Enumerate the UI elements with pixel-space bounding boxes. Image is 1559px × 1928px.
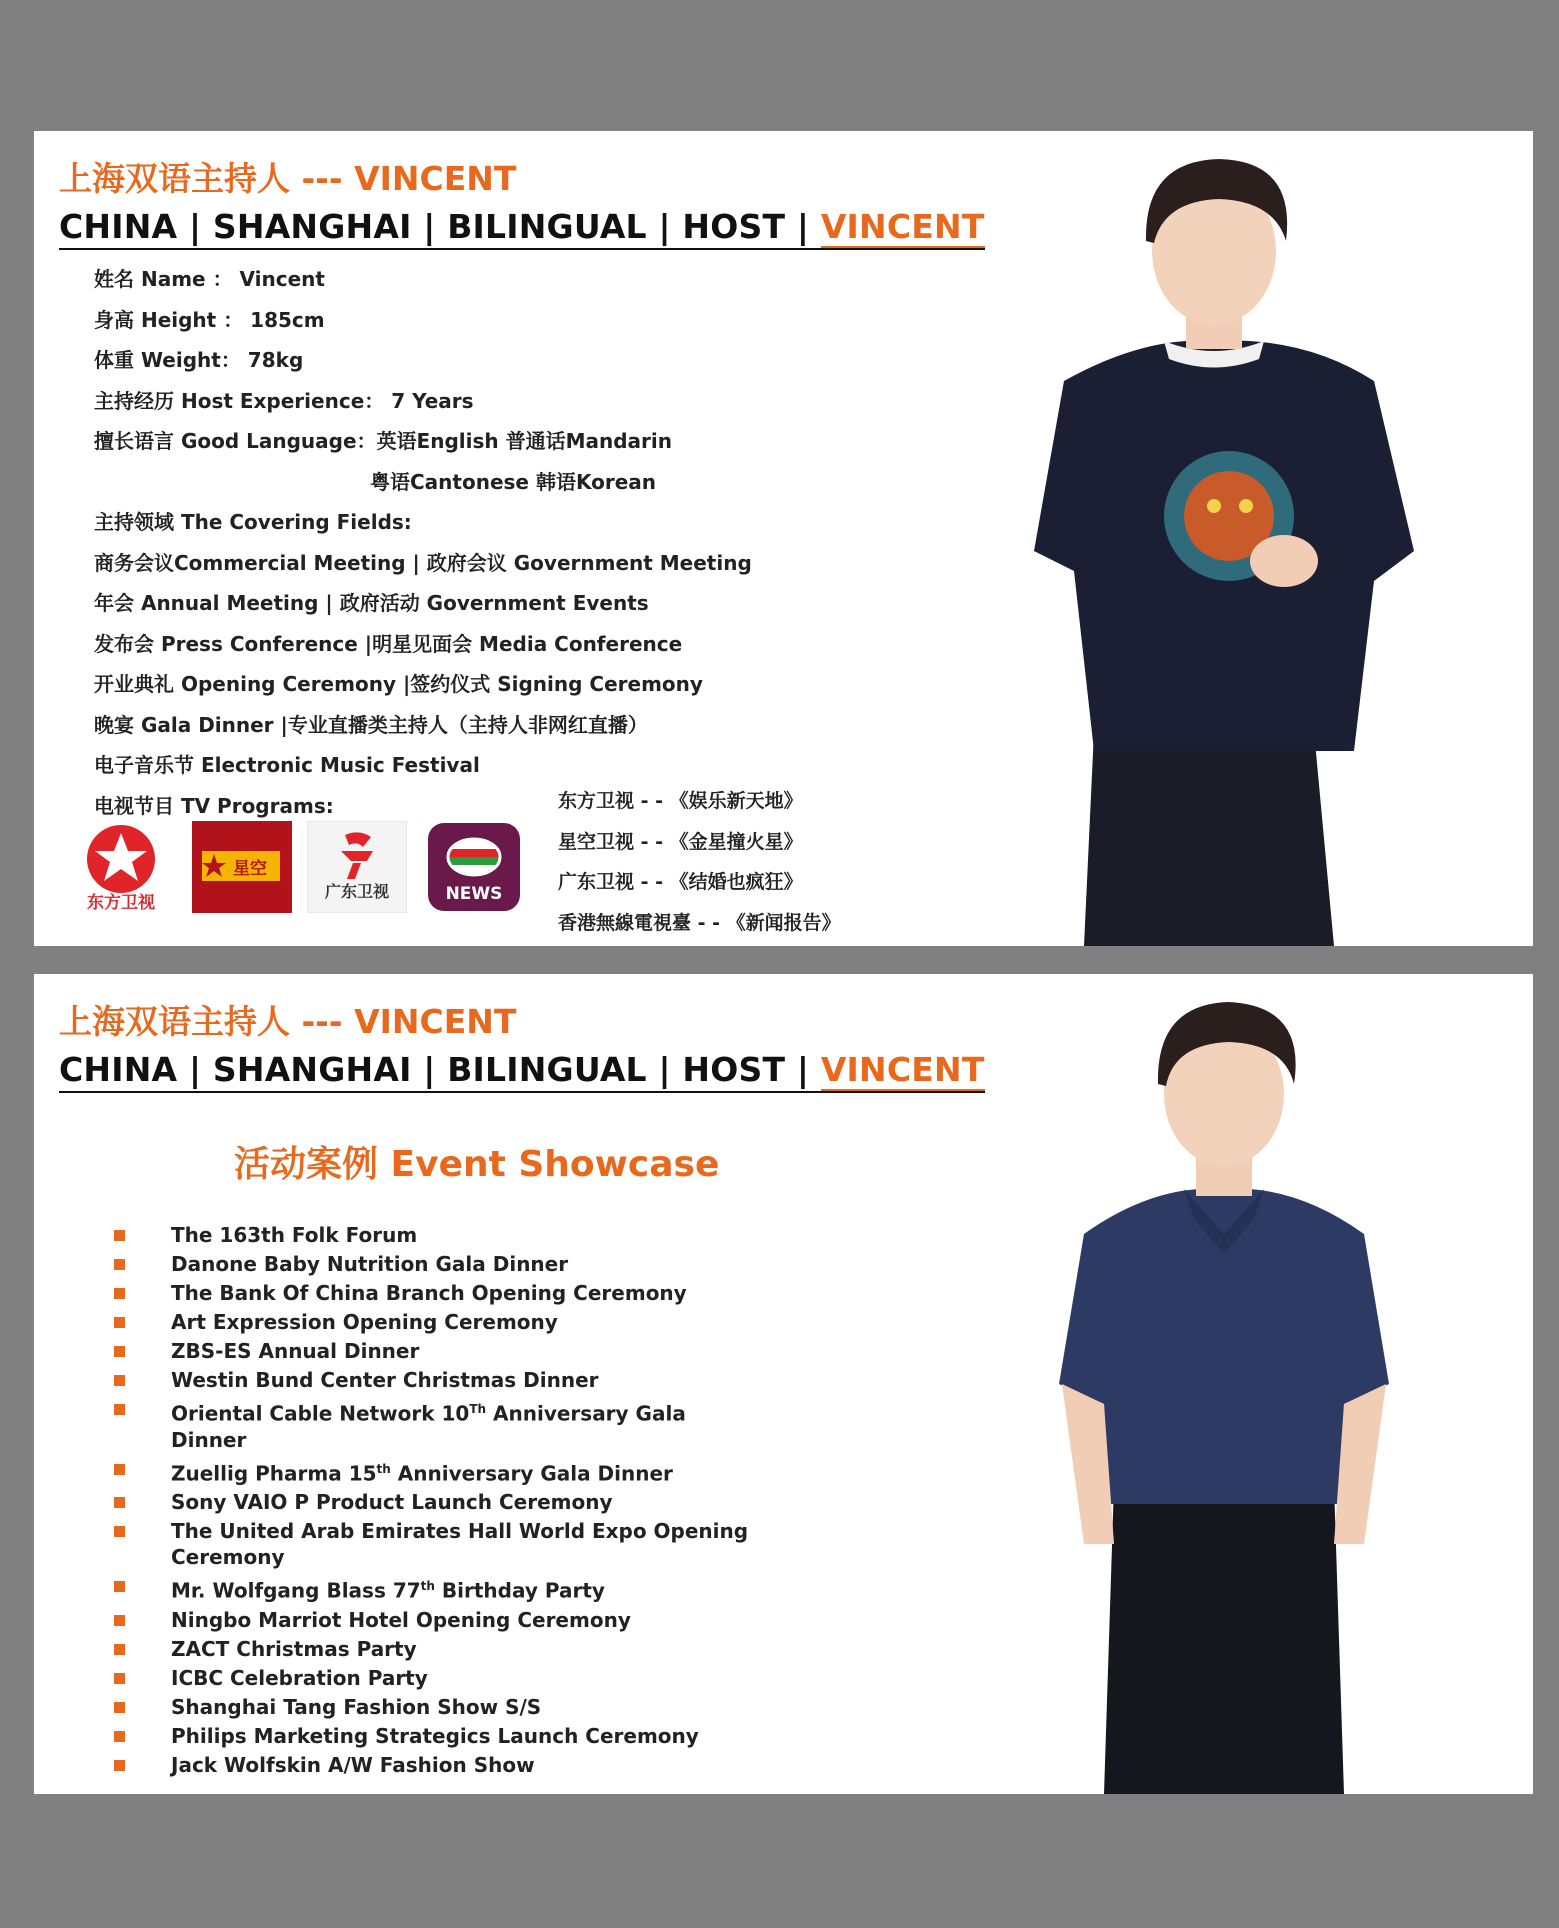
tvb-news-logo	[424, 821, 524, 913]
star-tv-logo-text: 星空	[233, 859, 267, 879]
field-item: 晚宴 Gala Dinner |专业直播类主持人（主持人非网红直播）	[94, 712, 648, 737]
tvb-logo-text: NEWS	[445, 884, 503, 904]
event-text: ZBS-ES Annual Dinner	[171, 1339, 420, 1363]
tv-program-item: 星空卫视 - - 《金星撞火星》	[558, 830, 803, 853]
dragon-tv-logo	[79, 821, 179, 913]
showcase-title: 活动案例 Event Showcase	[234, 1144, 720, 1185]
title-english-name: VINCENT	[820, 207, 985, 246]
tv-program-list	[558, 781, 841, 943]
field-item: 发布会 Press Conference |明星见面会 Media Conference	[94, 631, 683, 656]
event-text: Mr. Wolfgang Blass 77	[171, 1578, 421, 1603]
bullet-square-icon	[114, 1404, 125, 1415]
profile-name: 姓名 Name ： Vincent	[94, 267, 325, 291]
event-item	[114, 1280, 754, 1306]
bullet-square-icon	[114, 1375, 125, 1386]
event-text: Anniversary Gala Dinner	[171, 1401, 686, 1452]
bullet-square-icon	[114, 1760, 125, 1771]
field-item: 年会 Annual Meeting | 政府活动 Government Events	[94, 591, 649, 615]
bullet-square-icon	[114, 1464, 125, 1475]
event-text: ZACT Christmas Party	[171, 1636, 417, 1661]
event-item	[114, 1636, 754, 1662]
bullet-square-icon	[114, 1702, 125, 1713]
profile-experience: 主持经历 Host Experience： 7 Years	[94, 388, 474, 413]
dragon-tv-logo-text: 东方卫视	[87, 893, 155, 913]
host-photo-1	[1014, 131, 1444, 946]
bullet-square-icon	[114, 1644, 125, 1655]
field-item: 开业典礼 Opening Ceremony |签约仪式 Signing Ceremony	[94, 672, 703, 696]
tv-program-item: 广东卫视 - - 《结婚也疯狂》	[558, 871, 803, 893]
bullet-square-icon	[114, 1731, 125, 1742]
title-english-prefix: CHINA | SHANGHAI | BILINGUAL | HOST |	[59, 1050, 821, 1089]
bullet-square-icon	[114, 1259, 125, 1270]
event-text: Danone Baby Nutrition Gala Dinner	[171, 1252, 569, 1276]
title-english	[59, 207, 985, 250]
field-item: 电子音乐节 Electronic Music Festival	[94, 753, 480, 777]
profile-language: 擅长语言 Good Language：英语English 普通话Mandarin	[94, 429, 672, 453]
bullet-square-icon	[114, 1497, 125, 1508]
event-list	[114, 1222, 754, 1781]
event-text: The Bank Of China Branch Opening Ceremony	[171, 1281, 687, 1305]
event-text: ICBC Celebration Party	[171, 1665, 428, 1690]
bullet-square-icon	[114, 1673, 125, 1684]
profile-card	[34, 131, 1533, 946]
event-item	[114, 1309, 754, 1335]
event-text: The United Arab Emirates Hall World Expo Opening Ceremony	[171, 1519, 749, 1570]
event-text: Sony VAIO P Product Launch Ceremony	[171, 1490, 613, 1515]
event-text: Anniversary Gala Dinner	[390, 1461, 673, 1486]
bullet-square-icon	[114, 1581, 125, 1592]
title-english-name: VINCENT	[820, 1050, 985, 1089]
bullet-square-icon	[114, 1230, 125, 1241]
event-text: Shanghai Tang Fashion Show S/S	[171, 1694, 542, 1719]
fields-label: 主持领域 The Covering Fields:	[94, 510, 412, 534]
bullet-square-icon	[114, 1346, 125, 1357]
field-item: 商务会议Commercial Meeting | 政府会议 Government Meeting	[94, 550, 752, 575]
event-item	[114, 1723, 754, 1749]
event-text: The 163th Folk Forum	[171, 1223, 418, 1247]
event-item	[114, 1367, 754, 1393]
title-chinese: 上海双语主持人 --- VINCENT	[59, 159, 517, 198]
profile-height: 身高 Height ： 185cm	[94, 307, 325, 332]
event-text: Zuellig Pharma 15	[171, 1461, 377, 1486]
star-tv-logo	[192, 821, 292, 913]
title-english	[59, 1050, 985, 1093]
bullet-square-icon	[114, 1288, 125, 1299]
event-item	[114, 1222, 754, 1248]
event-text: Birthday Party	[434, 1578, 605, 1603]
event-text: Westin Bund Center Christmas Dinner	[171, 1368, 599, 1392]
event-item	[114, 1518, 754, 1570]
event-text: Oriental Cable Network 10	[171, 1401, 470, 1426]
showcase-card	[34, 974, 1533, 1794]
event-text: Art Expression Opening Ceremony	[171, 1310, 558, 1334]
event-text: Jack Wolfskin A/W Fashion Show	[171, 1752, 535, 1777]
event-item	[114, 1338, 754, 1364]
event-item	[114, 1456, 754, 1487]
event-item	[114, 1694, 754, 1720]
host-photo-2	[1044, 984, 1404, 1794]
profile-weight: 体重 Weight： 78kg	[94, 348, 304, 372]
event-item	[114, 1573, 754, 1604]
event-ordinal-suffix: th	[376, 1461, 391, 1476]
profile-info	[94, 259, 752, 826]
event-item	[114, 1665, 754, 1691]
title-english-prefix: CHINA | SHANGHAI | BILINGUAL | HOST |	[59, 207, 821, 246]
guangdong-tv-logo	[307, 821, 407, 913]
bullet-square-icon	[114, 1615, 125, 1626]
event-ordinal-suffix: Th	[469, 1402, 487, 1416]
title-chinese: 上海双语主持人 --- VINCENT	[59, 1002, 517, 1041]
event-item	[114, 1396, 754, 1453]
event-ordinal-suffix: th	[420, 1579, 435, 1594]
event-item	[114, 1752, 754, 1778]
event-text: Ningbo Marriot Hotel Opening Ceremony	[171, 1607, 631, 1632]
event-item	[114, 1607, 754, 1633]
event-item	[114, 1489, 754, 1515]
tv-programs-label: 电视节目 TV Programs:	[94, 793, 334, 818]
tv-program-item: 香港無線電視臺 - - 《新闻报告》	[558, 911, 841, 934]
profile-language-2: 粤语Cantonese 韩语Korean	[370, 469, 656, 494]
event-text: Philips Marketing Strategics Launch Ceremony	[171, 1723, 699, 1748]
guangdong-tv-logo-text: 广东卫视	[324, 882, 390, 901]
tv-program-item: 东方卫视 - - 《娱乐新天地》	[558, 790, 803, 812]
tv-logos	[79, 821, 579, 921]
bullet-square-icon	[114, 1317, 125, 1328]
event-item	[114, 1251, 754, 1277]
bullet-square-icon	[114, 1526, 125, 1537]
